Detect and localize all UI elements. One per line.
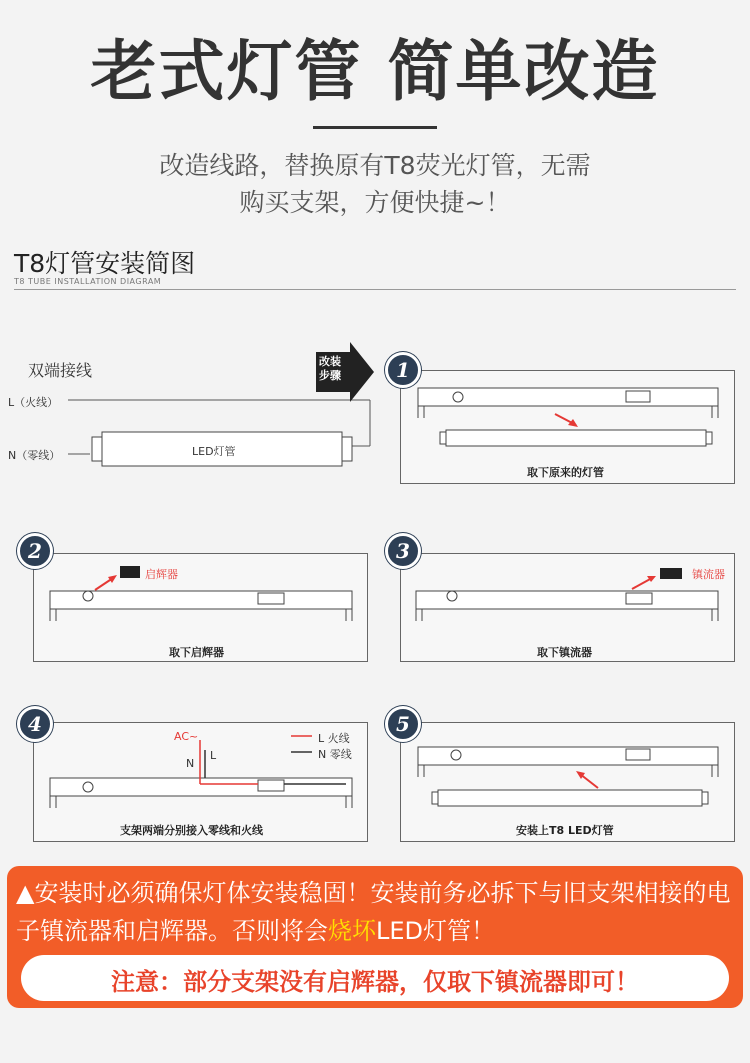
step-1-caption: 取下原来的灯管 (527, 466, 604, 479)
warning-part-2: LED灯管！ (376, 917, 496, 945)
ac-label: AC~ (174, 730, 199, 743)
legend-live: L 火线 (318, 732, 350, 745)
step-4-caption: 支架两端分别接入零线和火线 (120, 824, 263, 837)
steps-arrow-line1: 改装 (319, 355, 341, 368)
starter-tag: 启辉器 (145, 568, 178, 581)
step-1-badge: 1 (385, 352, 421, 388)
diagram-title: T8灯管安装简图 (14, 249, 196, 278)
diagram-subtitle: T8 TUBE INSTALLATION DIAGRAM (14, 277, 162, 286)
live-label: L（火线） (8, 396, 59, 409)
step-5-caption: 安装上T8 LED灯管 (516, 824, 614, 837)
subtitle-line-1: 改造线路，替换原有T8荧光灯管，无需 (159, 151, 591, 180)
step-5-badge: 5 (385, 706, 421, 742)
wiring-label: 双端接线 (28, 361, 93, 380)
page-title: 老式灯管 简单改造 (90, 33, 660, 110)
step-3-badge: 3 (385, 533, 421, 569)
warning-part-1: ▲安装时必须确保灯体安装稳固！安装前务必拆下与旧支架相接的电子镇流器和启辉器。否则将会 (16, 879, 731, 945)
step-4-badge: 4 (17, 706, 53, 742)
live-wire-label: L (210, 749, 217, 762)
warning-highlight: 烧坏 (328, 917, 376, 945)
note-text: 注意：部分支架没有启辉器，仅取下镇流器即可！ (111, 968, 639, 996)
step-3-caption: 取下镇流器 (537, 646, 592, 659)
warning-text (16, 874, 742, 950)
step-2-caption: 取下启辉器 (169, 646, 224, 659)
steps-arrow-line2: 步骤 (319, 369, 341, 382)
neutral-label: N（零线） (8, 449, 61, 462)
subtitle-line-2: 购买支架，方便快捷~！ (239, 188, 511, 217)
neutral-wire-label: N (186, 757, 195, 770)
step-2-badge: 2 (17, 533, 53, 569)
tube-label: LED灯管 (192, 445, 236, 458)
ballast-tag: 镇流器 (692, 568, 725, 581)
legend-neutral: N 零线 (318, 748, 352, 761)
